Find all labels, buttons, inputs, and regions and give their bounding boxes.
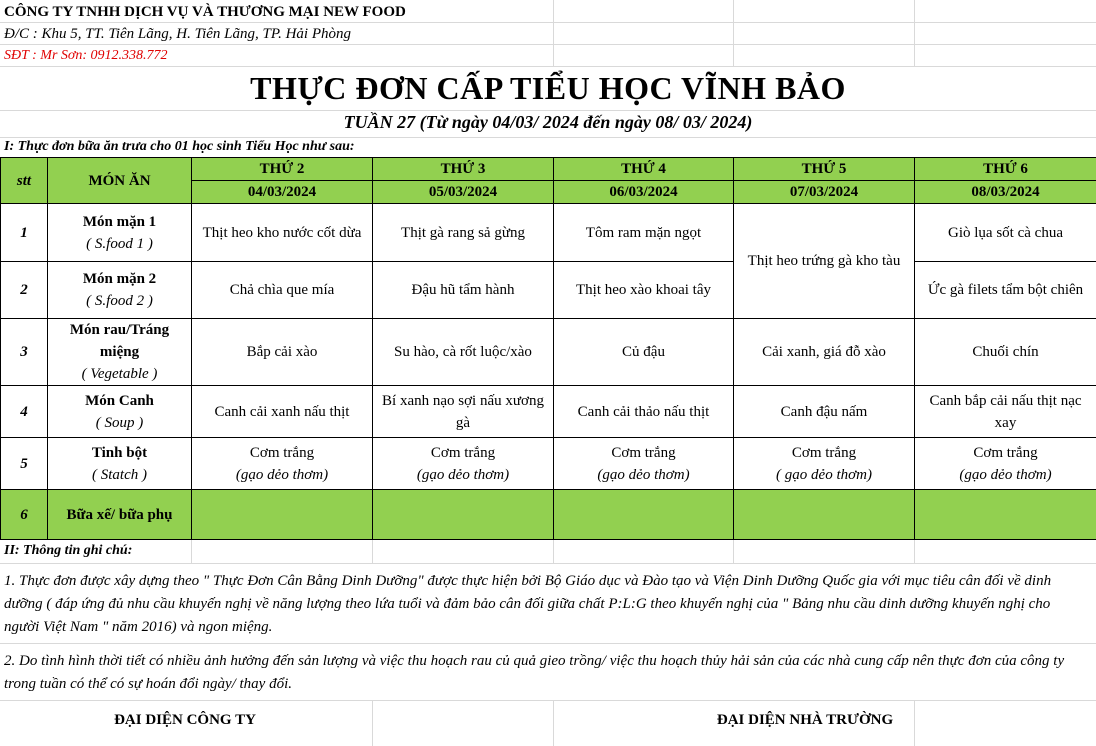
menu-cell: Thịt heo kho nước cốt dừa (192, 204, 373, 262)
dish-category-sub: ( S.food 1 ) (86, 235, 153, 252)
dish-category-sub: ( S.food 2 ) (86, 293, 153, 309)
section-2-heading: II: Thông tin ghi chú: (4, 543, 133, 558)
menu-cell (373, 490, 554, 540)
note-1: 1. Thực đơn được xây dựng theo " Thực Đơn Cân Bằng Dinh Dưỡng" được thực hiện bởi Bộ Giáo dục và Đào tạo và Viện Dinh Dưỡng Quốc gia với mục tiêu cân đối về dinh dưỡng ( đáp ứng đủ nhu cầu khuyến nghị về năng lượng theo lứa tuổi và đảm bảo cân đối giữa chất P:L:G theo khuyến nghị của " Bảng nhu cầu dinh dưỡng khuyến nghị cho người Việt Nam " năm 2016) và ngon miệng. (4, 573, 1052, 635)
menu-table (0, 157, 1096, 540)
table-row (1, 204, 1096, 262)
day-header-wed: THỨ 4 (554, 158, 734, 181)
dish-category (48, 386, 192, 438)
row-number: 5 (1, 438, 48, 490)
dish-category-sub: ( Soup ) (95, 414, 144, 431)
company-address: Đ/C : Khu 5, TT. Tiên Lãng, H. Tiên Lãng, TP. Hải Phòng (4, 26, 352, 42)
dish-category-name: Tinh bột (91, 444, 148, 461)
dish-category-name: Bữa xế/ bữa phụ (48, 490, 192, 540)
dish-category-sub: ( Statch ) (92, 466, 147, 483)
menu-cell: Canh cải thảo nấu thịt (554, 386, 734, 438)
table-row (1, 262, 1096, 319)
menu-cell: Thịt gà rang sả gừng (373, 204, 554, 262)
menu-cell: Thịt heo xào khoai tây (554, 262, 734, 319)
menu-cell: Cơm trắng ( gạo dẻo thơm) (734, 438, 915, 490)
row-number: 6 (1, 490, 48, 540)
dish-category (48, 204, 192, 262)
school-representative-label: ĐẠI DIỆN NHÀ TRƯỜNG (716, 712, 894, 728)
day-header-mon: THỨ 2 (192, 158, 373, 181)
menu-cell: Bí xanh nạo sợi nấu xương gà (373, 386, 554, 438)
row-number: 2 (1, 262, 48, 319)
company-representative-label: ĐẠI DIỆN CÔNG TY (114, 712, 256, 728)
company-phone: SĐT : Mr Sơn: 0912.338.772 (4, 48, 168, 63)
dish-category (48, 319, 192, 386)
day-date-fri: 08/03/2024 (915, 181, 1096, 204)
menu-cell: Cơm trắng (gạo dẻo thơm) (915, 438, 1096, 490)
menu-cell: Giò lụa sốt cà chua (915, 204, 1096, 262)
note-2: 2. Do tình hình thời tiết có nhiều ảnh hưởng đến sản lượng và việc thu hoạch rau củ quả gieo trồng/ việc thu hoạch thủy hải sản của các nhà cung cấp nên thực đơn của công ty trong tuần có thể có sự hoán đổi ngày/ thay đổi. (4, 653, 1065, 692)
company-name: CÔNG TY TNHH DỊCH VỤ VÀ THƯƠNG MẠI NEW FOOD (4, 4, 406, 20)
day-date-tue: 05/03/2024 (373, 181, 554, 204)
dish-category-sub: ( Vegetable ) (81, 366, 158, 382)
menu-cell: Canh đậu nấm (734, 386, 915, 438)
menu-cell (734, 490, 915, 540)
menu-cell: Chả chìa que mía (192, 262, 373, 319)
week-subtitle: TUẦN 27 (Từ ngày 04/03/ 2024 đến ngày 08/ 03/ 2024) (343, 112, 753, 132)
table-row (1, 319, 1096, 386)
menu-cell: Củ đậu (554, 319, 734, 386)
menu-cell: Thịt heo trứng gà kho tàu (734, 204, 915, 319)
menu-cell (554, 490, 734, 540)
menu-cell: Cơm trắng (gạo dẻo thơm) (192, 438, 373, 490)
menu-cell: Ức gà filets tẩm bột chiên (915, 262, 1096, 319)
menu-cell: Bắp cải xào (192, 319, 373, 386)
row-number: 4 (1, 386, 48, 438)
menu-cell: Cải xanh, giá đỗ xào (734, 319, 915, 386)
dish-category-name: Món Canh (85, 392, 154, 409)
menu-cell (915, 490, 1096, 540)
menu-cell: Chuối chín (915, 319, 1096, 386)
page-title: THỰC ĐƠN CẤP TIỂU HỌC VĨNH BẢO (250, 70, 846, 106)
day-header-fri: THỨ 6 (915, 158, 1096, 181)
dish-category-name: Món mặn 2 (82, 271, 157, 287)
dish-category-name: Món mặn 1 (82, 213, 157, 230)
day-header-tue: THỨ 3 (373, 158, 554, 181)
menu-cell (192, 490, 373, 540)
row-number: 1 (1, 204, 48, 262)
dish-category (48, 262, 192, 319)
menu-cell: Cơm trắng (gạo dẻo thơm) (373, 438, 554, 490)
section-1-heading: I: Thực đơn bữa ăn trưa cho 01 học sinh Tiểu Học như sau: (4, 139, 355, 154)
menu-cell: Canh bắp cải nấu thịt nạc xay (915, 386, 1096, 438)
menu-cell: Cơm trắng (gạo dẻo thơm) (554, 438, 734, 490)
table-row (1, 438, 1096, 490)
stt-header: stt (1, 158, 48, 204)
day-header-thu: THỨ 5 (734, 158, 915, 181)
row-number: 3 (1, 319, 48, 386)
menu-cell: Canh cải xanh nấu thịt (192, 386, 373, 438)
table-row (1, 386, 1096, 438)
day-date-thu: 07/03/2024 (734, 181, 915, 204)
menu-cell: Đậu hũ tẩm hành (373, 262, 554, 319)
menu-cell: Tôm ram mặn ngọt (554, 204, 734, 262)
menu-cell: Su hào, cà rốt luộc/xào (373, 319, 554, 386)
day-date-wed: 06/03/2024 (554, 181, 734, 204)
dish-header: MÓN ĂN (48, 158, 192, 204)
dish-category-name: Món rau/Tráng miệng (69, 322, 170, 360)
table-row (1, 490, 1096, 540)
day-date-mon: 04/03/2024 (192, 181, 373, 204)
dish-category (48, 438, 192, 490)
